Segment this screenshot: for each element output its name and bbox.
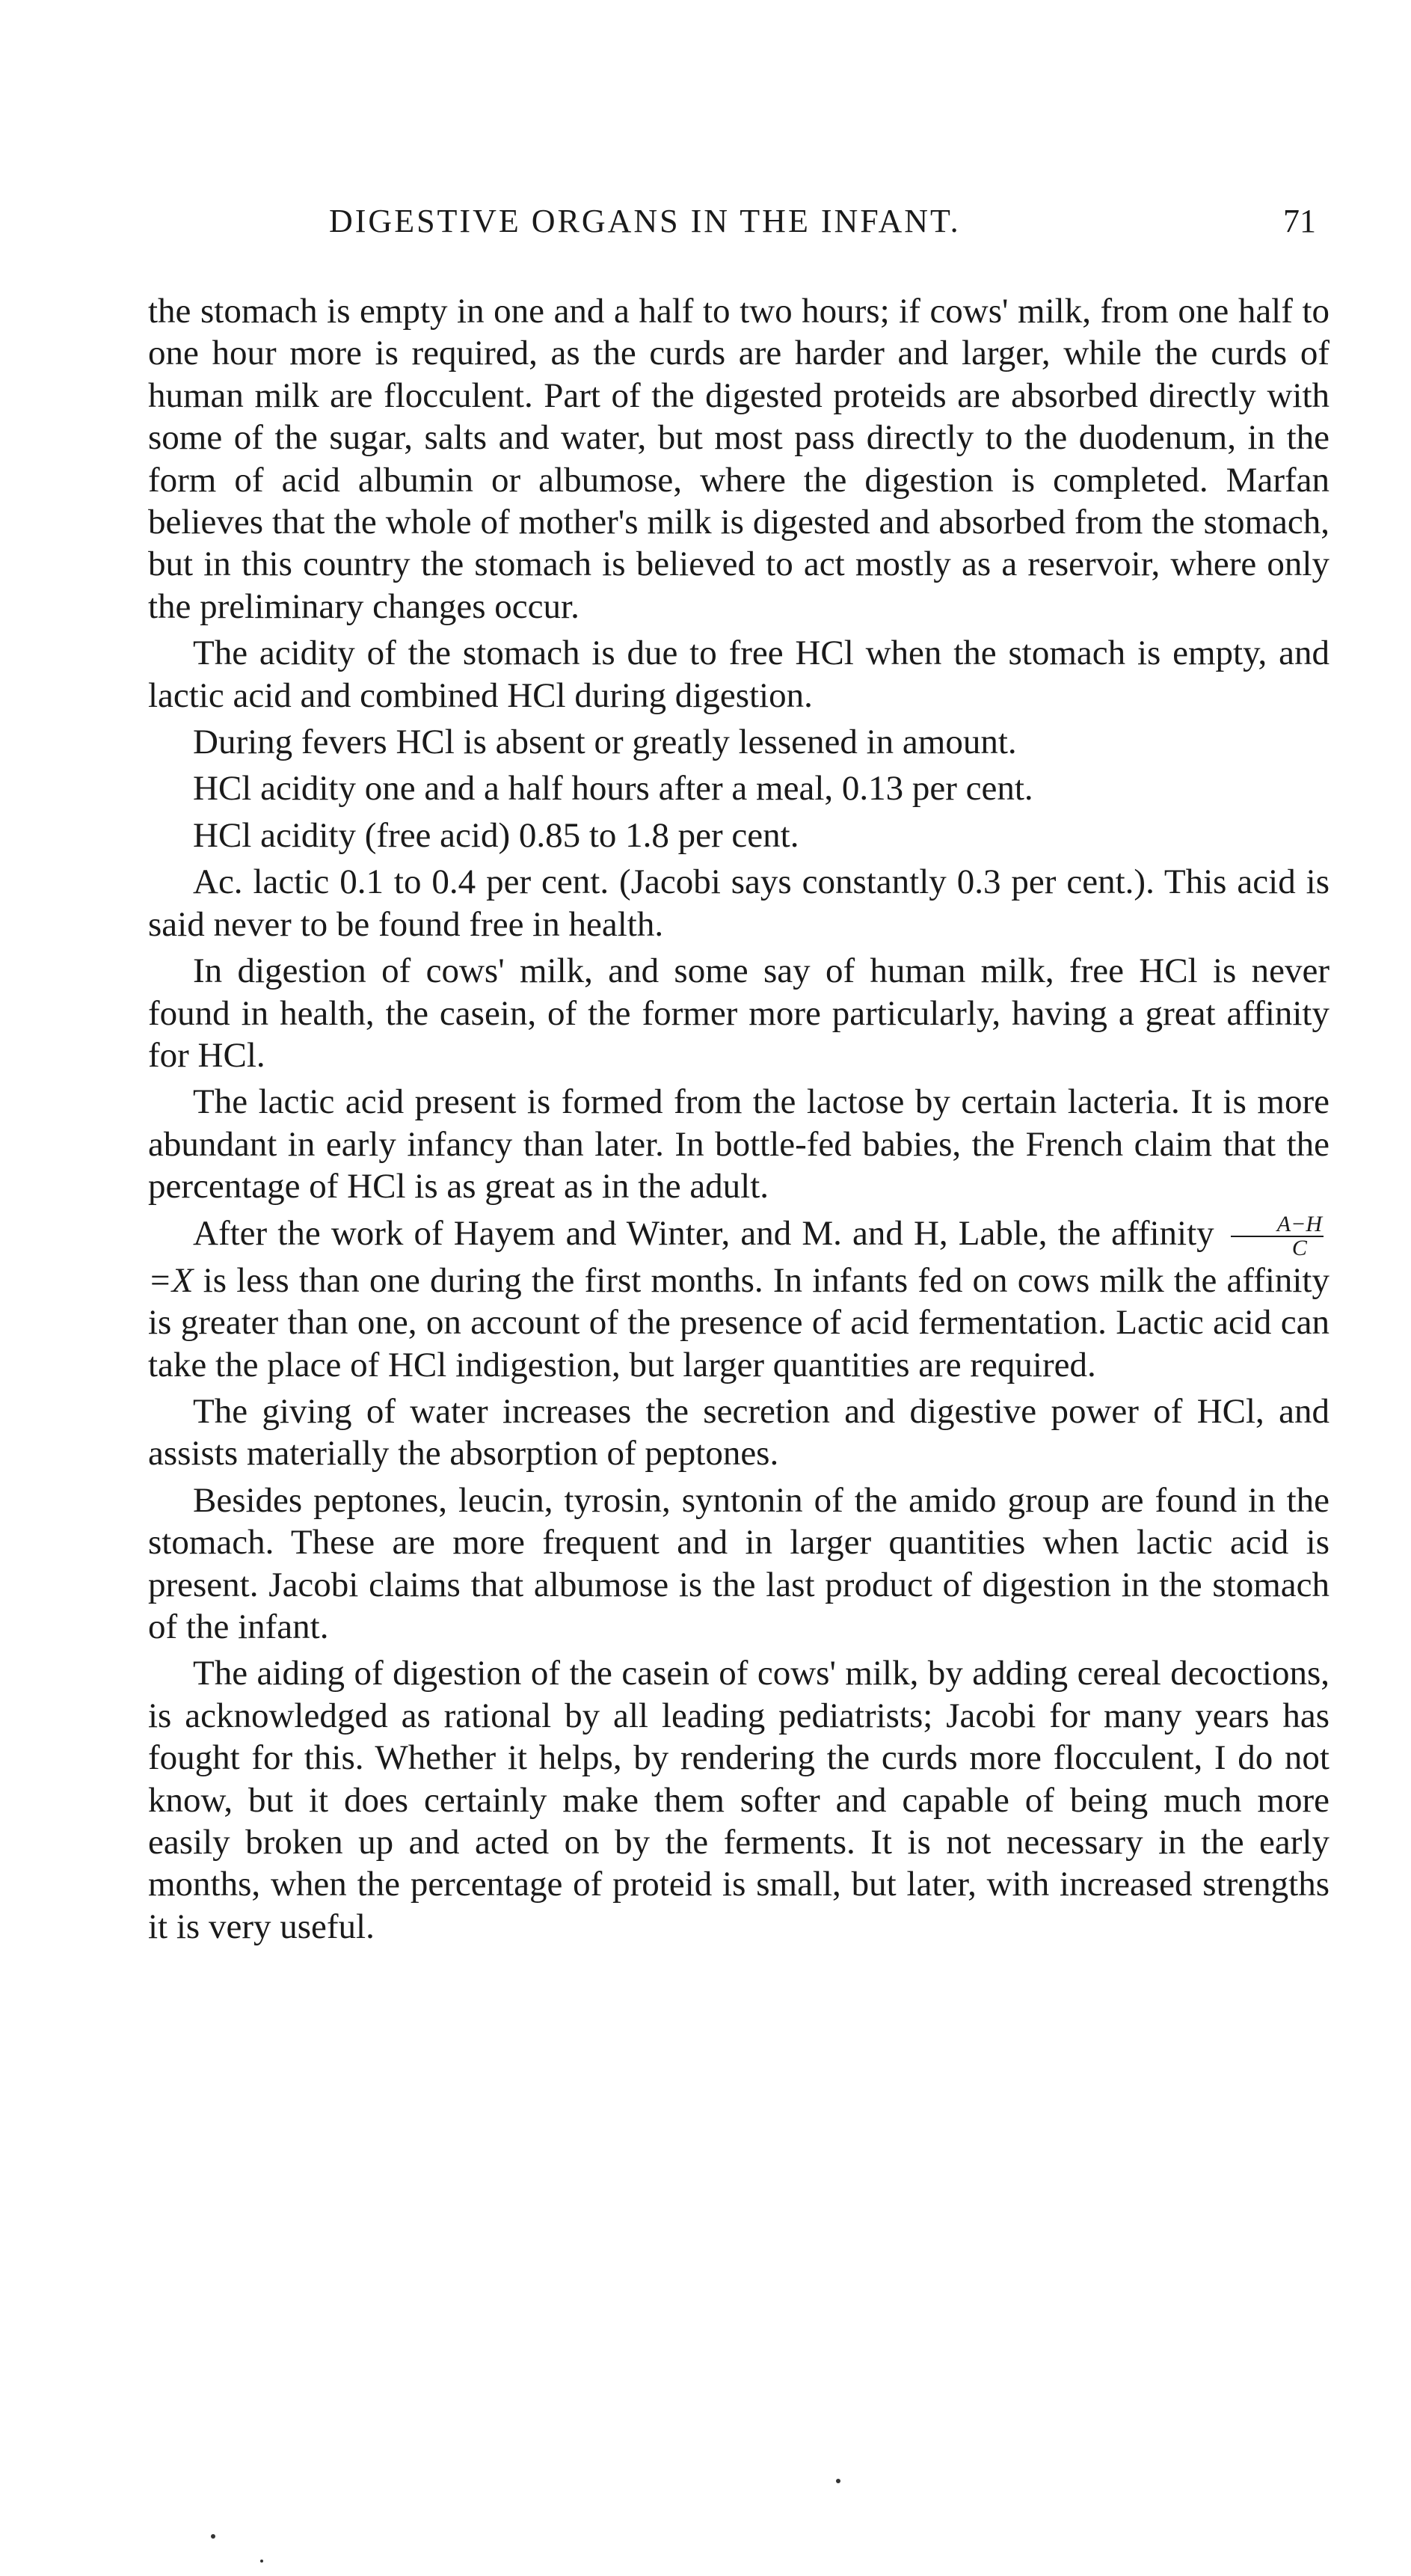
print-speck	[260, 2560, 263, 2563]
paragraph-cows-milk-digestion: In digestion of cows' milk, and some say of human milk, free HCl is never found in health, the casein, of the former more particularly, having a great affinity for HCl.	[148, 951, 1329, 1075]
body-text	[148, 290, 1329, 1952]
running-head	[150, 202, 1331, 254]
running-title: DIGESTIVE ORGANS IN THE INFANT.	[329, 203, 961, 239]
paragraph-water: The giving of water increases the secretion and digestive power of HCl, and assists materially the absorption of peptones.	[148, 1391, 1329, 1473]
paragraph-hcl-after-meal: HCl acidity one and a half hours after a meal, 0.13 per cent.	[193, 769, 1033, 809]
formula-denominator: C	[1291, 1235, 1307, 1260]
paragraph-fevers: During fevers HCl is absent or greatly lessened in amount.	[193, 723, 1017, 762]
affinity-text-after: is less than one during the first months. In infants fed on cows milk the affinity is greater than one, on account of the presence of acid fermentation. Lactic acid can take the place of HCl indigestion, but larger quantities are required.	[148, 1260, 1329, 1384]
paragraph-affinity	[148, 1212, 1329, 1386]
paragraph-lactic-acid-percent: Ac. lactic 0.1 to 0.4 per cent. (Jacobi says constantly 0.3 per cent.). This acid is said never to be found free in health.	[148, 862, 1329, 944]
formula-result: =X	[148, 1260, 194, 1300]
formula-numerator: A−H	[1231, 1213, 1324, 1237]
paragraph-stomach-emptying: the stomach is empty in one and a half to two hours; if cows' milk, from one half to one hour more is required, as the curds are harder and larger, while the curds of human milk are flocculent. Part of the digested proteids are absorbed directly with some of the sugar, salts and water, but most pass directly to the duodenum, in the form of acid albumin or albumose, where the digestion is completed. Marfan believes that the whole of mother's milk is digested and absorbed from the stomach, but in this country the stomach is believed to act mostly as a reservoir, where only the preliminary changes occur.	[148, 292, 1329, 626]
page-number: 71	[1283, 203, 1316, 239]
print-speck	[211, 2534, 215, 2539]
paragraph-hcl-free-acid: HCl acidity (free acid) 0.85 to 1.8 per cent.	[193, 815, 799, 855]
affinity-formula	[1231, 1213, 1324, 1260]
paragraph-stomach-acidity: The acidity of the stomach is due to free HCl when the stomach is empty, and lactic acid and combined HCl during digestion.	[148, 634, 1329, 715]
affinity-text-before: After the work of Hayem and Winter, and M. and H, Lable, the affinity	[193, 1213, 1214, 1253]
paragraph-cereal-decoctions: The aiding of digestion of the casein of cows' milk, by adding cereal decoctions, is acknowledged as rational by all leading pediatrists; Jacobi for many years has fought for this. Whether it helps, by rendering the curds more flocculent, I do not know, but it does certainly make them softer and capable of being much more easily broken up and acted on by the ferments. It is not necessary in the early months, when the percentage of proteid is small, but later, with increased strengths it is very useful.	[148, 1654, 1329, 1946]
paragraph-lactic-acid-origin: The lactic acid present is formed from the lactose by certain lacteria. It is more abundant in early infancy than later. In bottle-fed babies, the French claim that the percentage of HCl is as great as in the adult.	[148, 1082, 1329, 1206]
paragraph-peptones: Besides peptones, leucin, tyrosin, syntonin of the amido group are found in the stomach. These are more frequent and in larger quantities when lactic acid is present. Jacobi claims that albumose is the last product of digestion in the stomach of the infant.	[148, 1480, 1329, 1646]
print-speck	[836, 2479, 840, 2483]
